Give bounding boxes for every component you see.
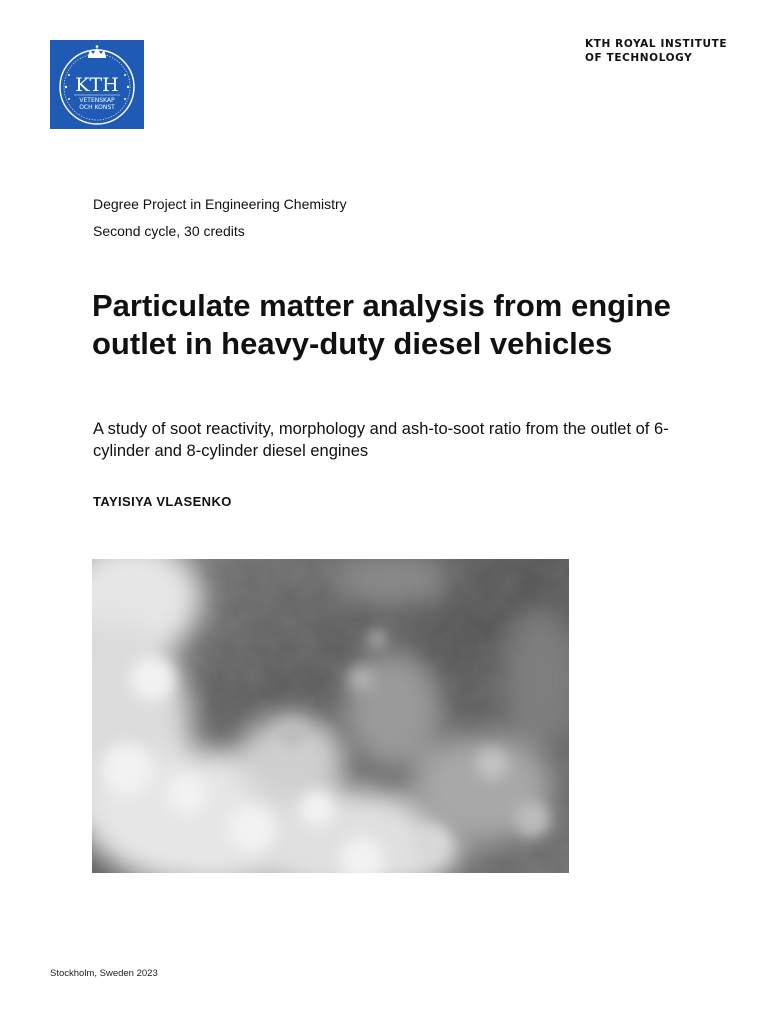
logo-motto-line2: OCH KONST: [79, 104, 115, 111]
cover-image-smoke: [92, 559, 569, 873]
degree-cycle: Second cycle, 30 credits: [93, 223, 245, 239]
thesis-subtitle: A study of soot reactivity, morphology and ash-to-soot ratio from the outlet of 6-cylinder and 8-cylinder diesel engines: [93, 420, 669, 460]
institute-line2: OF TECHNOLOGY: [585, 51, 693, 64]
author-name: TAYISIYA VLASENKO: [93, 494, 232, 509]
logo-motto-line1: VETENSKAP: [79, 97, 115, 104]
institute-line1: KTH ROYAL INSTITUTE: [585, 38, 728, 50]
kth-logo: [50, 40, 144, 129]
degree-program: Degree Project in Engineering Chemistry: [93, 196, 347, 212]
place-and-year: Stockholm, Sweden 2023: [50, 968, 158, 979]
thesis-title: Particulate matter analysis from engine outlet in heavy-duty diesel vehicles: [92, 288, 671, 361]
institute-name: [585, 38, 727, 65]
logo-wordmark: KTH: [75, 74, 119, 96]
